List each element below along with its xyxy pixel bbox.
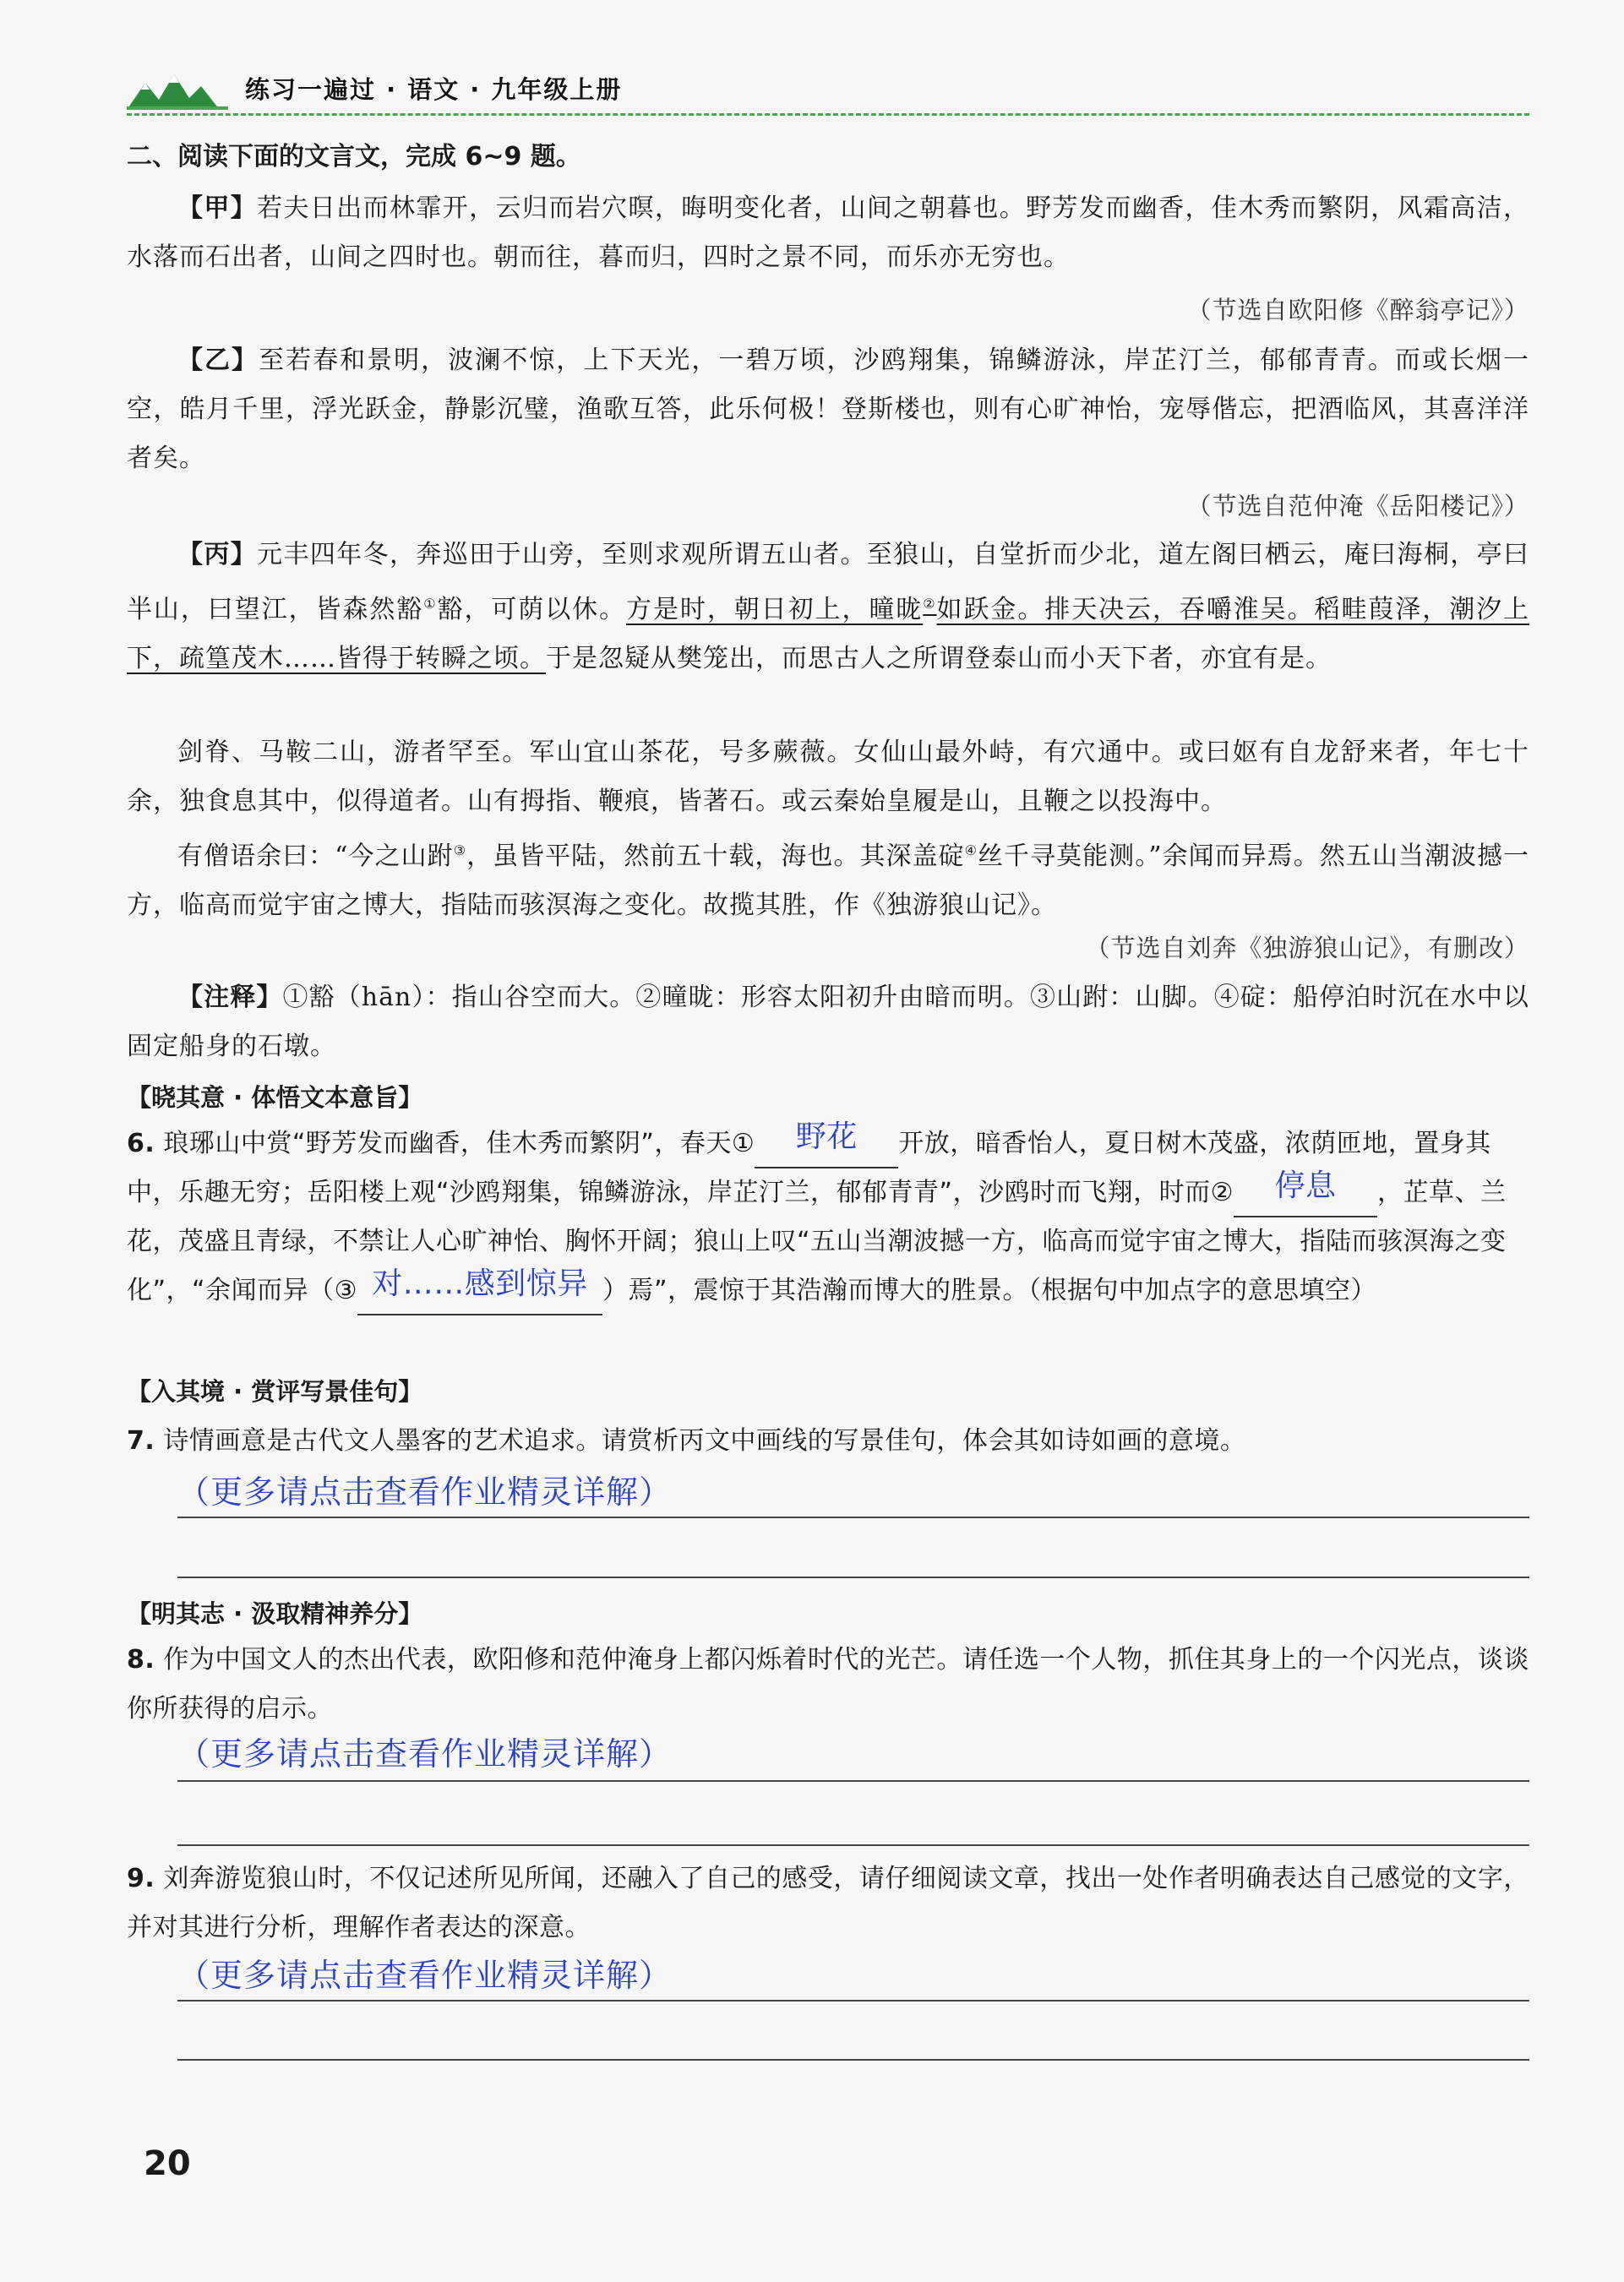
passage-bing-p2: 剑脊、马鞍二山，游者罕至。军山宜山茶花，号多蕨薇。女仙山最外峙，有穴通中。或曰妪有自龙舒来者，年七十余，独食息其中，似得道者。山有拇指、鞭痕，皆著石。或云秦始皇履是山，且鞭之以投海中。 <box>127 738 1529 816</box>
passage-jia-text: 若夫日出而林霏开，云归而岩穴暝，晦明变化者，山间之朝暮也。野芳发而幽香，佳木秀而繁阴，风霜高洁，水落而石出者，山间之四时也。朝而往，暮而归，四时之景不同，而乐亦无穷也。 <box>127 193 1529 272</box>
notes-text: ①豁（hān）：指山谷空而大。②曈昽：形容太阳初升由暗而明。③山跗：山脚。④碇：船停泊时沉在水中以固定船身的石墩。 <box>127 983 1529 1061</box>
question-9 <box>127 1854 1529 1952</box>
question-7-text: 诗情画意是古代文人墨客的艺术追求。请赏析丙文中画线的写景佳句，体会其如诗如画的意境。 <box>163 1426 1246 1456</box>
underlined-sentence-b: 如跃金。排天决云，吞嚼淮吴。稻畦葭泽，潮汐上下，疏篁茂木……皆得于转瞬之顷。 <box>127 595 1530 673</box>
more-answers-link-q9[interactable]: （更多请点击查看作业精灵详解） <box>177 1957 673 1994</box>
underlined-sentence-a: 方是时，朝日初上，曈昽 <box>626 595 924 624</box>
question-6-text-d: ）焉”，震惊于其浩瀚而博大的胜景。（根据句中加点字的意思填空） <box>602 1276 1377 1305</box>
passage-bing-p3-b: ，虽皆平陆，然前五十载，海也。其深盖碇 <box>466 841 965 871</box>
note-ref-1: ① <box>423 596 438 612</box>
passage-bing-text-3: 于是忽疑从樊笼出，而思古人之所谓登泰山而小天下者，亦宜有是。 <box>546 644 1332 673</box>
passage-jia-label: 【甲】 <box>177 193 258 223</box>
question-6 <box>127 1119 1529 1315</box>
question-7 <box>127 1417 1529 1466</box>
section-title: 二、阅读下面的文言文，完成 6~9 题。 <box>127 142 581 172</box>
passage-bing-p3-a: 有僧语余曰：“今之山跗 <box>177 841 454 871</box>
answer-line-q9-1[interactable] <box>177 2000 1529 2002</box>
more-answers-link-q8[interactable]: （更多请点击查看作业精灵详解） <box>177 1735 673 1773</box>
passage-jia-source: （节选自欧阳修《醉翁亭记》） <box>1186 296 1529 324</box>
answer-line-q7-2[interactable] <box>177 1577 1529 1578</box>
question-9-text: 刘奔游览狼山时，不仅记述所见所闻，还融入了自己的感受，请仔细阅读文章，找出一处作者明确表达自己感觉的文字，并对其进行分析，理解作者表达的深意。 <box>127 1864 1529 1942</box>
note-ref-3: ③ <box>453 842 467 858</box>
header-title: 练习一遍过 · 语文 · 九年级上册 <box>245 75 623 104</box>
question-8-text: 作为中国文人的杰出代表，欧阳修和范仲淹身上都闪烁着时代的光芒。请任选一个人物，抓住其身上的一个闪光点，谈谈你所获得的启示。 <box>127 1645 1529 1724</box>
passage-jia <box>127 184 1529 282</box>
passage-yi-label: 【乙】 <box>177 346 259 375</box>
question-6-text-b: 开放，暗香怡人，夏日树木茂盛，浓荫匝地，置身其中，乐趣无穷；岳阳楼上观“沙鸥翔集，锦鳞游泳，岸芷汀兰，郁郁青青”，沙鸥时而飞翔，时而② <box>127 1129 1491 1207</box>
answer-1: 野花 <box>795 1119 858 1154</box>
question-8-number: 8. <box>127 1645 155 1675</box>
question-6-number: 6. <box>127 1129 155 1158</box>
passage-bing-label: 【丙】 <box>177 540 258 569</box>
question-9-number: 9. <box>127 1864 155 1893</box>
notes <box>127 973 1529 1071</box>
section-tag-3: 【明其志 · 汲取精神养分】 <box>127 1599 423 1628</box>
mountain-logo-icon <box>127 71 228 110</box>
answer-blank-3[interactable] <box>357 1266 602 1315</box>
header-dashed-divider <box>127 113 1529 116</box>
answer-line-q7-1[interactable] <box>177 1517 1529 1518</box>
question-7-number: 7. <box>127 1426 155 1456</box>
passage-yi-source: （节选自范仲淹《岳阳楼记》） <box>1186 492 1529 520</box>
passage-yi-text: 至若春和景明，波澜不惊，上下天光，一碧万顷，沙鸥翔集，锦鳞游泳，岸芷汀兰，郁郁青青。而或长烟一空，皓月千里，浮光跃金，静影沉璧，渔歌互答，此乐何极！登斯楼也，则有心旷神怡，宠辱偕忘，把酒临风，其喜洋洋者矣。 <box>127 346 1529 473</box>
passage-bing-source: （节选自刘奔《独游狼山记》，有删改） <box>1085 934 1529 962</box>
question-6-text-a: 琅琊山中赏“野芳发而幽香，佳木秀而繁阴”，春天① <box>163 1129 755 1158</box>
passage-bing-text-1: 元丰四年冬，奔巡田于山旁，至则求观所谓五山者。至狼山，自堂折而少北，道左阁曰栖云，庵曰海桐，亭曰半山，曰望江，皆森然豁 <box>127 540 1529 624</box>
note-ref-4: ④ <box>964 842 978 858</box>
passage-yi <box>127 336 1529 483</box>
more-answers-link-q7[interactable]: （更多请点击查看作业精灵详解） <box>177 1473 673 1511</box>
passage-bing-p3-c: 丝千寻莫能测。”余闻而异焉。然五山当潮波撼一方，临高而觉宇宙之博大，指陆而骇溟海之变化。故揽其胜，作《独游狼山记》。 <box>127 841 1530 920</box>
passage-bing-p3 <box>127 826 1529 930</box>
answer-line-q8-1[interactable] <box>177 1780 1529 1782</box>
passage-bing-p1 <box>127 531 1529 684</box>
page-number: 20 <box>144 2144 191 2183</box>
note-ref-2: ② <box>923 596 937 612</box>
question-8 <box>127 1636 1529 1734</box>
answer-2: 停息 <box>1274 1168 1337 1203</box>
answer-line-q8-2[interactable] <box>177 1844 1529 1846</box>
section-tag-2: 【入其境 · 赏评写景佳句】 <box>127 1377 423 1406</box>
answer-blank-1[interactable] <box>755 1119 898 1168</box>
question-6-text-c: ，芷草、兰花，茂盛且青绿，不禁让人心旷神怡、胸怀开阔；狼山上叹“五山当潮波撼一方，临高而觉宇宙之博大，指陆而骇溟海之变化”，“余闻而异（③ <box>127 1178 1507 1305</box>
answer-line-q9-2[interactable] <box>177 2059 1529 2061</box>
answer-blank-2[interactable] <box>1234 1168 1377 1217</box>
page-header <box>127 59 1529 127</box>
section-tag-1: 【晓其意 · 体悟文本意旨】 <box>127 1083 423 1112</box>
answer-3: 对……感到惊异 <box>372 1266 588 1301</box>
passage-bing-text-2: 豁，可荫以休。 <box>437 595 627 624</box>
notes-label: 【注释】 <box>177 983 283 1012</box>
